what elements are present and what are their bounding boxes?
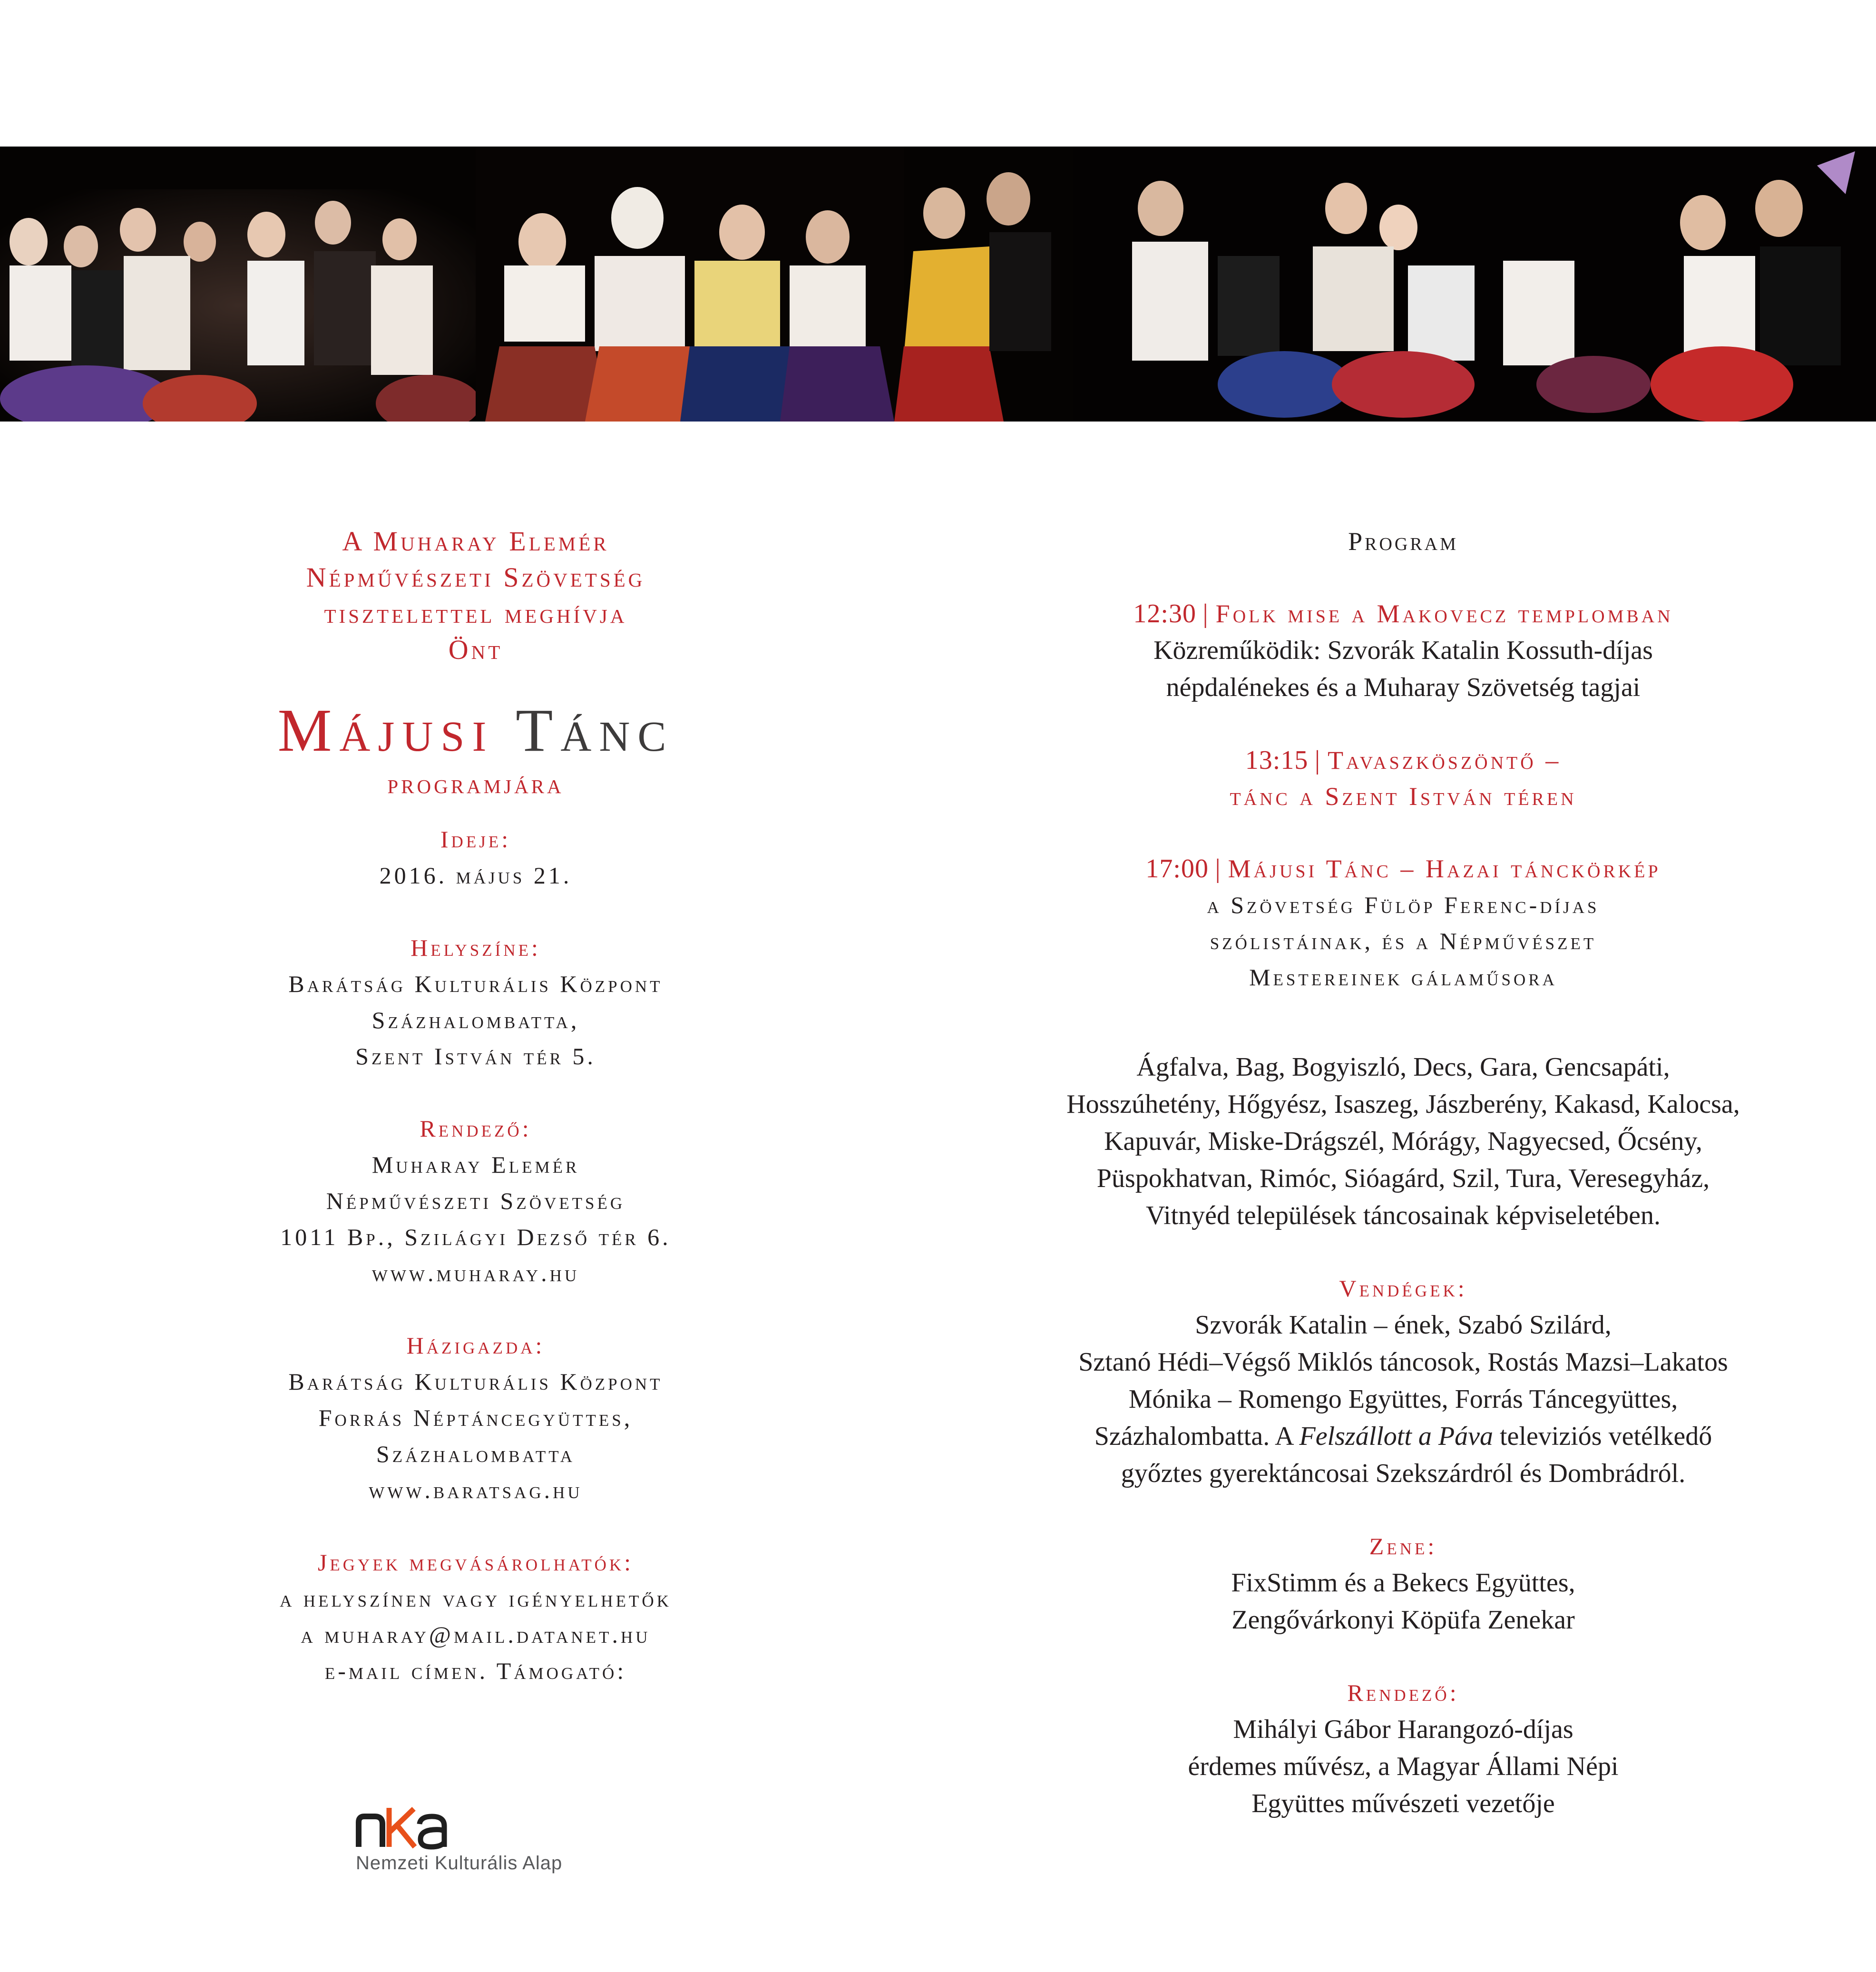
director-line: Együttes művészeti vezetője xyxy=(1251,1789,1555,1818)
guests-line: győztes gyerektáncosai Szekszárdról és Dombrádról. xyxy=(1121,1459,1686,1488)
program-body: szólistáinak, és a Népművészet xyxy=(1210,928,1597,954)
section-value: Forrás Néptáncegyüttes, xyxy=(318,1404,633,1431)
event-title xyxy=(143,695,809,766)
program-time: 13:15 xyxy=(1245,746,1309,775)
section-value: Barátság Kulturális Központ xyxy=(288,971,663,997)
music-label: Zene: xyxy=(1369,1533,1437,1560)
director-line: Mihályi Gábor Harangozó-díjas xyxy=(1233,1715,1573,1744)
program-title: Folk mise a Makovecz templomban xyxy=(1215,599,1673,628)
intro-line: A Muharay Elemér xyxy=(342,526,609,557)
villages-line: Vitnyéd települések táncosainak képviseletében. xyxy=(1145,1201,1661,1230)
guests-line: Mónika – Romengo Együttes, Forrás Táncegyüttes, xyxy=(1128,1384,1678,1414)
section-label-date: Ideje: xyxy=(440,826,511,853)
section-label-organizer: Rendező: xyxy=(420,1115,532,1142)
nka-logo xyxy=(356,1803,641,1889)
section-label-venue: Helyszíne: xyxy=(410,934,541,961)
section-label-tickets: Jegyek megvásárolhatók: xyxy=(317,1549,634,1576)
program-body: Mestereinek gálaműsora xyxy=(1249,964,1557,991)
program-body: népdalénekes és a Muharay Szövetség tagjai xyxy=(1166,673,1641,702)
section-value: Muharay Elemér xyxy=(371,1151,580,1178)
villages-line: Hosszúhetény, Hőgyész, Isaszeg, Jászberény, Kakasd, Kalocsa, xyxy=(1066,1089,1740,1119)
music-line: Zengővárkonyi Köpüfa Zenekar xyxy=(1231,1605,1575,1635)
section-value: Népművészeti Szövetség xyxy=(326,1187,625,1214)
program-title: Tavaszköszöntő – xyxy=(1328,746,1562,775)
intro-line: Önt xyxy=(448,634,503,665)
guests-line: Szvorák Katalin – ének, Szabó Szilárd, xyxy=(1195,1310,1612,1340)
event-subtitle: programjára xyxy=(387,768,564,799)
ticket-email-link[interactable]: a muharay@mail.datanet.hu xyxy=(301,1621,651,1648)
organizer-website-link[interactable]: www.muharay.hu xyxy=(371,1260,580,1286)
villages-line: Püspokhatvan, Rimóc, Sióagárd, Szil, Tura, Veresegyház, xyxy=(1096,1164,1710,1193)
invitation-column xyxy=(143,523,809,1689)
program-body: Közreműködik: Szvorák Katalin Kossuth-díjas xyxy=(1153,636,1653,665)
program-title-line2: tánc a Szent István téren xyxy=(1230,782,1577,811)
program-title: Májusi Tánc – Hazai tánckörkép xyxy=(1228,854,1661,883)
program-heading: Program xyxy=(1348,527,1458,556)
section-value: Barátság Kulturális Központ xyxy=(288,1368,663,1395)
section-value: Százhalombatta xyxy=(376,1441,576,1467)
program-item-head: 17:00 | Májusi Tánc – Hazai tánckörkép xyxy=(1145,854,1661,883)
event-title-part1: Májusi xyxy=(277,697,494,764)
section-value: a helyszínen vagy igényelhetők xyxy=(280,1585,672,1612)
program-item-head: 13:15 | Tavaszköszöntő – xyxy=(1245,746,1562,775)
nka-logo-subtitle: Nemzeti Kulturális Alap xyxy=(356,1853,563,1874)
program-item-head: 12:30 | Folk mise a Makovecz templomban xyxy=(1133,599,1673,628)
section-label-host: Házigazda: xyxy=(406,1332,545,1359)
host-website-link[interactable]: www.baratsag.hu xyxy=(369,1477,583,1503)
director-line: érdemes művész, a Magyar Állami Népi xyxy=(1188,1752,1619,1781)
music-line: FixStimm és a Bekecs Együttes, xyxy=(1231,1568,1575,1598)
villages-line: Kapuvár, Miske-Drágszél, Mórágy, Nagyecsed, Őcsény, xyxy=(1104,1127,1702,1156)
program-column xyxy=(951,523,1855,1822)
director-label: Rendező: xyxy=(1347,1679,1459,1706)
folk-dance-photo-strip xyxy=(0,147,1876,422)
nka-logo-mark xyxy=(356,1803,451,1851)
section-value: 1011 Bp., Szilágyi Dezső tér 6. xyxy=(280,1224,671,1250)
villages-line: Ágfalva, Bag, Bogyiszló, Decs, Gara, Gencsapáti, xyxy=(1136,1052,1670,1082)
section-value: Szent István tér 5. xyxy=(355,1043,596,1069)
guests-line: Sztanó Hédi–Végső Miklós táncosok, Rostás Mazsi–Lakatos xyxy=(1078,1347,1728,1377)
guests-label: Vendégek: xyxy=(1339,1275,1467,1302)
section-value: e-mail címen. Támogató: xyxy=(324,1658,627,1684)
program-body: a Szövetség Fülöp Ferenc-díjas xyxy=(1207,892,1600,918)
section-value: 2016. május 21. xyxy=(379,862,572,889)
intro-line: Népművészeti Szövetség xyxy=(306,562,645,593)
program-time: 17:00 xyxy=(1145,854,1209,883)
guests-line-pre: Százhalombatta. A xyxy=(1094,1422,1300,1451)
tv-show-title: Felszállott a Páva xyxy=(1299,1422,1493,1451)
section-value: Százhalombatta, xyxy=(371,1007,580,1033)
guests-line xyxy=(951,1418,1855,1455)
intro-line: tisztelettel meghívja xyxy=(324,598,627,629)
program-time: 12:30 xyxy=(1133,599,1196,628)
guests-line-post: televiziós vetélkedő xyxy=(1493,1422,1712,1451)
event-title-part2: Tánc xyxy=(516,697,674,764)
